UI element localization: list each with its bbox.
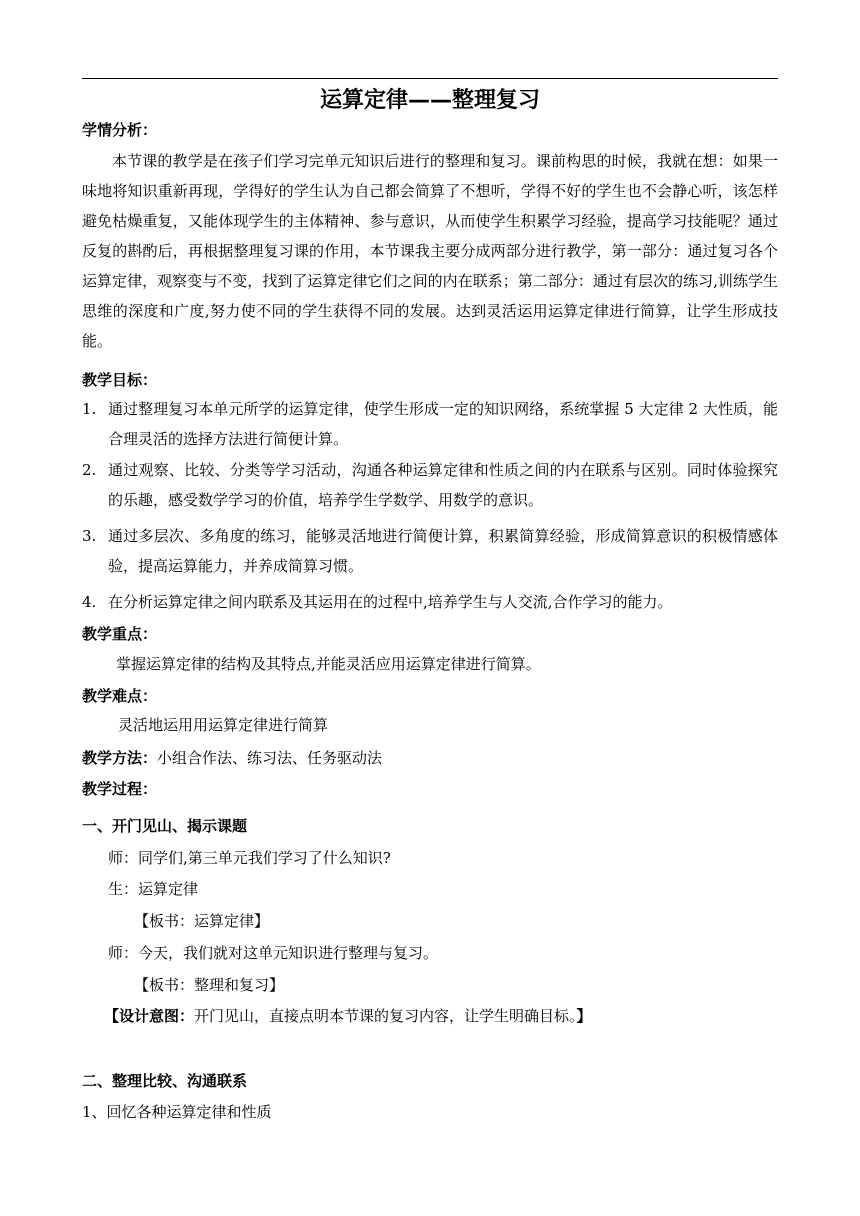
difficulty-heading: 教学难点： (82, 687, 158, 705)
header-rule (82, 78, 778, 79)
dialogue-line: 师：同学们,第三单元我们学习了什么知识? (108, 849, 391, 867)
section-two-heading: 二、整理比较、沟通联系 (82, 1072, 248, 1090)
method-line (82, 748, 382, 768)
design-intent-text: 开门见山，直接点明本节课的复习内容，让学生明确目标。 (194, 1007, 577, 1025)
goals-heading: 教学目标： (82, 371, 158, 389)
goal-text: 在分析运算定律之间内联系及其运用在的过程中,培养学生与人交流,合作学习的能力。 (108, 593, 673, 611)
goal-item (82, 394, 778, 454)
process-heading: 教学过程： (82, 780, 158, 798)
goal-number: 4. (82, 593, 97, 611)
dialogue-line: 生：运算定律 (108, 880, 199, 898)
goal-item (82, 521, 778, 581)
goal-text: 通过观察、比较、分类等学习活动，沟通各种运算定律和性质之间的内在联系与区别。同时体验探究的乐趣，感受数学学习的价值，培养学生学数学、用数学的意识。 (108, 461, 778, 509)
document-title: 运算定律——整理复习 (319, 88, 540, 113)
board-note: 【板书：整理和复习】 (134, 976, 285, 994)
design-intent-close: 】 (576, 1007, 592, 1025)
goal-number: 3. (82, 527, 97, 545)
board-note: 【板书：运算定律】 (134, 912, 270, 930)
goal-number: 1. (82, 400, 97, 418)
analysis-heading: 学情分析： (82, 121, 158, 139)
key-points-heading: 教学重点： (82, 625, 158, 643)
dialogue-line: 师：今天，我们就对这单元知识进行整理与复习。 (108, 944, 439, 962)
goal-item (82, 587, 778, 617)
goal-item (82, 455, 778, 515)
goal-text: 通过整理复习本单元所学的运算定律，使学生形成一定的知识网络，系统掌握 5 大定律 2 大性质，能合理灵活的选择方法进行简便计算。 (108, 400, 778, 448)
design-intent (104, 1006, 592, 1026)
goal-text: 通过多层次、多角度的练习，能够灵活地进行简便计算，积累简算经验，形成简算意识的积极情感体验，提高运算能力，并养成简算习惯。 (108, 527, 778, 575)
design-intent-label: 【设计意图： (104, 1007, 195, 1025)
goal-number: 2. (82, 461, 97, 479)
section-one-heading: 一、开门见山、揭示课题 (82, 817, 248, 835)
section-two-item: 1、回忆各种运算定律和性质 (82, 1103, 272, 1121)
difficulty-text: 灵活地运用用运算定律进行简算 (118, 716, 329, 734)
method-text: 小组合作法、练习法、任务驱动法 (157, 749, 383, 767)
method-heading: 教学方法： (82, 749, 158, 767)
analysis-paragraph: 本节课的教学是在孩子们学习完单元知识后进行的整理和复习。课前构思的时候，我就在想：如果一味地将知识重新再现，学得好的学生认为自己都会简算了不想听，学得不好的学生也不会静心听，该怎样避免枯燥重复，又能体现学生的主体精神、参与意识，从而使学生积累学习经验，提高学习技能呢？通过反复的斟酌后，再根据整理复习课的作用，本节课我主要分成两部分进行教学，第一部分：通过复习各个运算定律，观察变与不变，找到了运算定律它们之间的内在联系；第二部分：通过有层次的练习,训练学生思维的深度和广度,努力使不同的学生获得不同的发展。达到灵活运用运算定律进行简算，让学生形成技能。 (82, 152, 778, 350)
key-points-text: 掌握运算定律的结构及其特点,并能灵活应用运算定律进行简算。 (116, 655, 541, 673)
